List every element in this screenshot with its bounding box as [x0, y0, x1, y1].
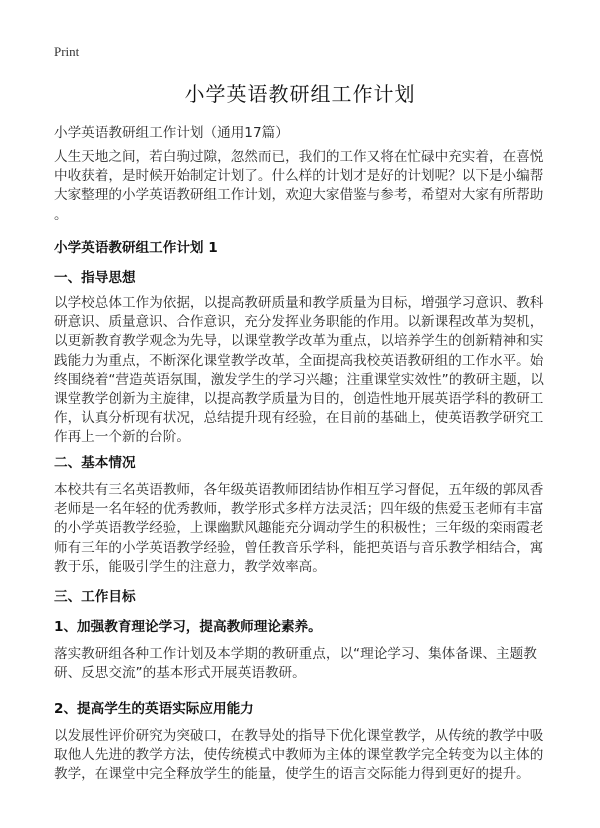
body-line: 师有三年的小学英语教学经验，曾任教音乐学科，能把英语与音乐教学相结合，寓 — [54, 539, 544, 556]
document-title: 小学英语教研组工作计划 — [184, 82, 416, 106]
body-line: 课堂教学创新为主旋律，以提高教学质量为目的，创造性地开展英语学科的教研工 — [54, 391, 544, 408]
body-line: 终围绕着“营造英语氛围，激发学生的学习兴趣；注重课堂实效性”的教研主题，以 — [54, 371, 544, 388]
goal-1-body — [54, 645, 554, 683]
body-line: 践能力为重点，不断深化课堂教学改革，全面提高我校英语教研组的工作水平。始 — [54, 352, 544, 369]
intro-line: 中收获着，是时候开始制定计划了。什么样的计划才是好的计划呢？以下是小编帮 — [54, 168, 544, 185]
body-line: 的小学英语教学经验，上课幽默风趣能充分调动学生的积极性；三年级的栾雨霞老 — [54, 520, 544, 537]
goal-2-heading: 2、提高学生的英语实际应用能力 — [54, 701, 254, 717]
document-subtitle: 小学英语教研组工作计划（通用17篇） — [54, 125, 289, 141]
body-line: 以更新教育教学观念为先导，以课堂教学改革为重点，以培养学生的创新精神和实 — [54, 333, 544, 350]
goal-1-heading: 1、加强教育理论学习，提高教师理论素养。 — [54, 619, 322, 635]
body-line: 本校共有三名英语教师，各年级英语教师团结协作相互学习督促，五年级的郭凤香 — [54, 482, 544, 498]
section-body-guiding-thought — [54, 294, 554, 448]
body-line: 作再上一个新的台阶。 — [54, 429, 190, 446]
plan-heading: 小学英语教研组工作计划 1 — [54, 240, 218, 256]
body-line: 研意识、质量意识、合作意识，充分发挥业务职能的作用。以新课程改革为契机， — [54, 314, 544, 331]
section-heading-guiding-thought: 一、指导思想 — [54, 270, 136, 286]
intro-line: 。 — [54, 206, 68, 223]
body-line: 教学，在课堂中完全释放学生的能量，使学生的语言交际能力得到更好的提升。 — [54, 766, 530, 783]
intro-paragraph — [54, 148, 554, 225]
body-line: 研、反思交流”的基本形式开展英语教研。 — [54, 665, 306, 682]
intro-line: 人生天地之间，若白驹过隙，忽然而已，我们的工作又将在忙碌中充实着，在喜悦 — [54, 149, 544, 165]
body-line: 取他人先进的教学方法，使传统模式中教师为主体的课堂教学完全转变为以主体的 — [54, 747, 544, 764]
body-line: 老师是一名年轻的优秀教师，教学形式多样方法灵活；四年级的焦爱玉老师有丰富 — [54, 501, 544, 518]
section-heading-basic-situation: 二、基本情况 — [54, 455, 136, 471]
intro-line: 大家整理的小学英语教研组工作计划，欢迎大家借鉴与参考，希望对大家有所帮助 — [54, 187, 544, 204]
print-label: Print — [54, 44, 80, 59]
goal-2-body — [54, 727, 554, 785]
body-line: 作，认真分析现有状况，总结提升现有经验，在目前的基础上，使英语教学研究工 — [54, 410, 544, 427]
body-line: 以发展性评价研究为突破口，在教导处的指导下优化课堂教学，从传统的教学中吸 — [54, 728, 544, 744]
section-heading-work-goals: 三、工作目标 — [54, 589, 136, 605]
body-line: 落实教研组各种工作计划及本学期的教研重点，以“理论学习、集体备课、主题教 — [54, 646, 537, 662]
body-line: 教于乐，能吸引学生的注意力，教学效率高。 — [54, 558, 326, 575]
section-body-basic-situation — [54, 481, 554, 577]
body-line: 以学校总体工作为依据，以提高教研质量和教学质量为目标，增强学习意识、教科 — [54, 295, 544, 311]
